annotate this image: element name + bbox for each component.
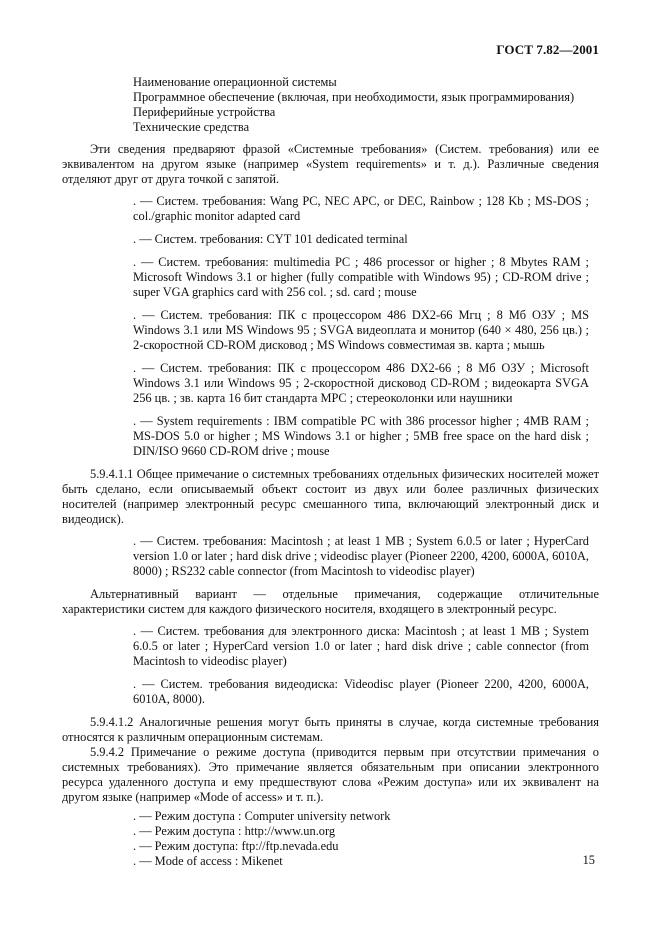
list-item: Наименование операционной системы: [133, 75, 337, 89]
document-body: [62, 75, 599, 869]
paragraph-5-9-4-1-1: 5.9.4.1.1 Общее примечание о системных требованиях отдельных физических носителей может быть сделано, если описываемый объект состоит из двух или более различных физических носителей (например электронный ресурс смешанного типа, включающий электронный диск и видеодиск).: [62, 467, 599, 526]
examples-block-2: [62, 534, 599, 579]
example-entry: . — Систем. требования: CYT 101 dedicated terminal: [133, 232, 408, 246]
standard-header: ГОСТ 7.82—2001: [496, 42, 599, 57]
access-example: . — Режим доступа : Computer university network: [133, 809, 391, 823]
example-entry: . — Систем. требования видеодиска: Videodisc player (Pioneer 2200, 4200, 6000A, 6010A, 8000).: [133, 677, 589, 706]
paragraph-alternative: Альтернативный вариант — отдельные примечания, содержащие отличительные характеристики систем для каждого физического носителя, входящего в электронный ресурс.: [62, 587, 599, 616]
example-entry: . — Систем. требования для электронного диска: Macintosh ; at least 1 MB ; System 6.0.5 or later ; HyperCard version 1.0 or later ; hard disk drive ; cable connector (from Macintosh to videodisc player): [133, 624, 589, 668]
paragraph-system-requirements: Эти сведения предваряют фразой «Системные требования» (Систем. требования) или ее эквивалентом на другом языке (например «System requirements» и т. д.). Различные сведения отделяют друг от друга точкой с запятой.: [62, 142, 599, 186]
examples-block-3: [62, 624, 599, 707]
access-example: . — Режим доступа : http://www.un.org: [133, 824, 336, 838]
list-item: Технические средства: [133, 120, 250, 134]
access-examples: [62, 809, 599, 869]
example-entry: . — Систем. требования: multimedia PC ; 486 processor or higher ; 8 Mbytes RAM ; Microsoft Windows 3.1 or higher (fully compatible with Windows 95) ; CD-ROM drive ; super VGA graphics card with 256 col. ; sd. card ; mouse: [133, 255, 589, 299]
access-example: . — Режим доступа: ftp://ftp.nevada.edu: [133, 839, 339, 853]
example-entry: . — Систем. требования: ПК с процессором 486 DX2-66 ; 8 Мб ОЗУ ; Microsoft Windows 3.1 или Windows 95 ; 2-скоростной дисковод CD-ROM ; видеокарта SVGA 256 цв. ; зв. карта 16 бит стандарта MPC ; стереоколонки или наушники: [133, 361, 589, 405]
list-item: Периферийные устройства: [133, 105, 276, 119]
paragraph-5-9-4-2: 5.9.4.2 Примечание о режиме доступа (приводится первым при отсутствии примечания о системных требованиях). Это примечание является обязательным при описании электронного ресурса удаленного доступа и ему предшествуют слова «Режим доступа» или их эквивалент на другом языке (например «Mode of access» и т. п.).: [62, 745, 599, 804]
page-number: 15: [582, 853, 595, 867]
access-example: . — Mode of access : Mikenet: [133, 854, 283, 868]
paragraph-5-9-4-1-2: 5.9.4.1.2 Аналогичные решения могут быть приняты в случае, когда системные требования относятся к различным операционным системам.: [62, 715, 599, 744]
example-entry: . — Систем. требования: ПК с процессором 486 DX2-66 Мгц ; 8 Мб ОЗУ ; MS Windows 3.1 или MS Windows 95 ; SVGA видеоплата и монитор (640 × 480, 256 цв.) ; 2-скоростной CD-ROM дисковод ; MS Windows совместимая зв. карта ; мышь: [133, 308, 589, 352]
examples-block-1: [62, 194, 599, 459]
list-item: Программное обеспечение (включая, при необходимости, язык программирования): [133, 90, 575, 104]
example-entry: . — Систем. требования: Macintosh ; at least 1 MB ; System 6.0.5 or later ; HyperCard version 1.0 or later ; hard disk drive ; videodisc player (Pioneer 2200, 4200, 6000A, 6010A, 8000) ; RS232 cable connector (from Macintosh to videodisc player): [133, 534, 589, 578]
example-entry: . — Систем. требования: Wang PC, NEC APC, or DEC, Rainbow ; 128 Kb ; MS-DOS ; col./graphic monitor adapted card: [133, 194, 589, 223]
intro-list: [62, 75, 599, 135]
example-entry: . — System requirements : IBM compatible PC with 386 processor higher ; 4MB RAM ; MS-DOS 5.0 or higher ; MS Windows 3.1 or higher ; 5MB free space on the hard disk ; DIN/ISO 9660 CD-ROM drive ; mouse: [133, 414, 589, 458]
